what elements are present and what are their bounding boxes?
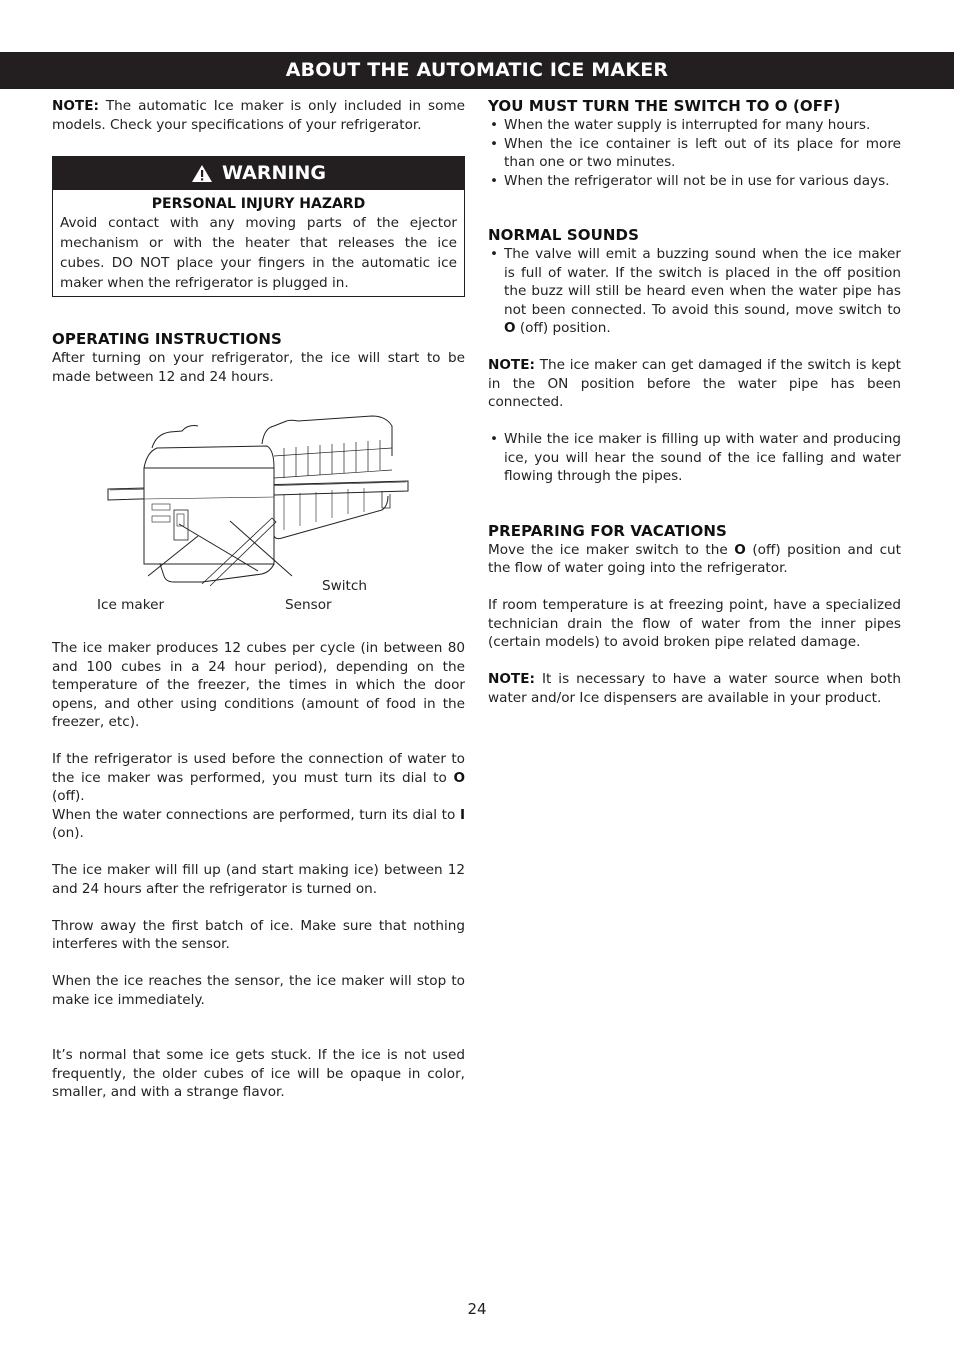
list-item (488, 245, 901, 338)
warning-triangle-icon (191, 164, 213, 183)
warning-box (52, 156, 465, 297)
text-span: When the water connections are performed, turn its dial to (52, 806, 460, 823)
dial-on-paragraph (52, 806, 465, 843)
text-span: Move the ice maker switch to the (488, 541, 735, 558)
right-column (488, 97, 901, 707)
ice-stuck-paragraph: It’s normal that some ice gets stuck. If the ice is not used frequently, the older cubes of ice will be opaque in color, smaller, and with a strange flavor. (52, 1047, 465, 1100)
note-text: It is necessary to have a water source when both water and/or Ice dispensers are available in your product. (488, 671, 901, 706)
sensor-label: Sensor (285, 597, 332, 613)
text-span: (off). (52, 788, 85, 804)
vacations-note (488, 670, 901, 707)
page-header-banner: ABOUT THE AUTOMATIC ICE MAKER (0, 52, 954, 89)
switch-off-list (488, 116, 901, 190)
list-item: • When the ice container is left out of its place for more than one or two minutes. (488, 135, 901, 172)
switch-label: Switch (322, 578, 367, 594)
text-span: If the refrigerator is used before the connection of water to the ice maker was performed, you must turn its dial to (52, 751, 465, 786)
page-number: 24 (467, 1300, 487, 1318)
bold-i: I (459, 806, 465, 823)
ice-maker-figure (52, 386, 465, 621)
left-column (52, 97, 465, 1102)
bold-o: O (453, 769, 465, 786)
sensor-stop-paragraph: When the ice reaches the sensor, the ice maker will stop to make ice immediately. (52, 973, 465, 1008)
note-text: The ice maker can get damaged if the switch is kept in the ON position before the water pipe has been connected. (488, 357, 901, 410)
note-label: NOTE: (52, 98, 99, 114)
intro-note (52, 97, 465, 134)
text-span: (off) position and cut the flow of water going into the refrigerator. (488, 541, 901, 576)
normal-sounds-heading: NORMAL SOUNDS (488, 226, 640, 244)
warning-body (53, 190, 464, 296)
bold-o: O (504, 320, 516, 336)
normal-sounds-list-2 (488, 430, 901, 486)
note-label: NOTE: (488, 357, 535, 373)
vacations-heading: PREPARING FOR VACATIONS (488, 521, 727, 540)
ice-maker-illustration (52, 386, 465, 621)
note-text: The automatic Ice maker is only included in some models. Check your specifications of your refrigerator. (52, 98, 465, 133)
warning-text: Avoid contact with any moving parts of the ejector mechanism or with the heater that releases the ice cubes. DO NOT place your fingers in the automatic ice maker when the refrigerator is plugged in. (60, 215, 457, 291)
first-batch-paragraph: Throw away the first batch of ice. Make sure that nothing interferes with the sensor. (52, 917, 465, 952)
list-item: • When the water supply is interrupted for many hours. (488, 116, 901, 135)
bold-o: O (734, 541, 746, 558)
vacations-paragraph-1 (488, 541, 901, 578)
switch-off-heading: YOU MUST TURN THE SWITCH TO O (OFF) (488, 97, 841, 115)
list-item: • While the ice maker is filling up with water and producing ice, you will hear the sound of the ice falling and water flowing through the pipes. (488, 430, 901, 486)
ice-maker-label: Ice maker (97, 597, 165, 613)
warning-subtitle: PERSONAL INJURY HAZARD (151, 196, 366, 212)
text-span: (on). (52, 825, 84, 841)
text-span: The valve will emit a buzzing sound when the ice maker is full of water. If the switch is placed in the off position the buzz will still be heard even when the water pipe has not been connected. To avoid this sound, move switch to (504, 246, 901, 318)
fill-up-paragraph: The ice maker will fill up (and start making ice) between 12 and 24 hours after the refrigerator is turned on. (52, 862, 465, 897)
list-item: • When the refrigerator will not be in use for various days. (488, 172, 901, 191)
cubes-paragraph: The ice maker produces 12 cubes per cycle (in between 80 and 100 cubes in a 24 hour period), depending on the temperature of the freezer, the times in which the door opens, and other using conditions (amount of food in the freezer, etc). (52, 640, 465, 730)
warning-header (53, 157, 464, 190)
text-span: (off) position. (515, 320, 611, 336)
operating-text: After turning on your refrigerator, the ice will start to be made between 12 and 24 hours. (52, 350, 465, 385)
normal-sounds-list (488, 245, 901, 338)
warning-title: WARNING (222, 162, 326, 185)
dial-off-paragraph (52, 750, 465, 806)
operating-heading: OPERATING INSTRUCTIONS (52, 330, 282, 348)
note-label: NOTE: (488, 671, 535, 687)
sounds-note (488, 356, 901, 412)
vacations-paragraph-2: If room temperature is at freezing point, have a specialized technician drain the flow of water from the inner pipes (certain models) to avoid broken pipe related damage. (488, 597, 901, 650)
